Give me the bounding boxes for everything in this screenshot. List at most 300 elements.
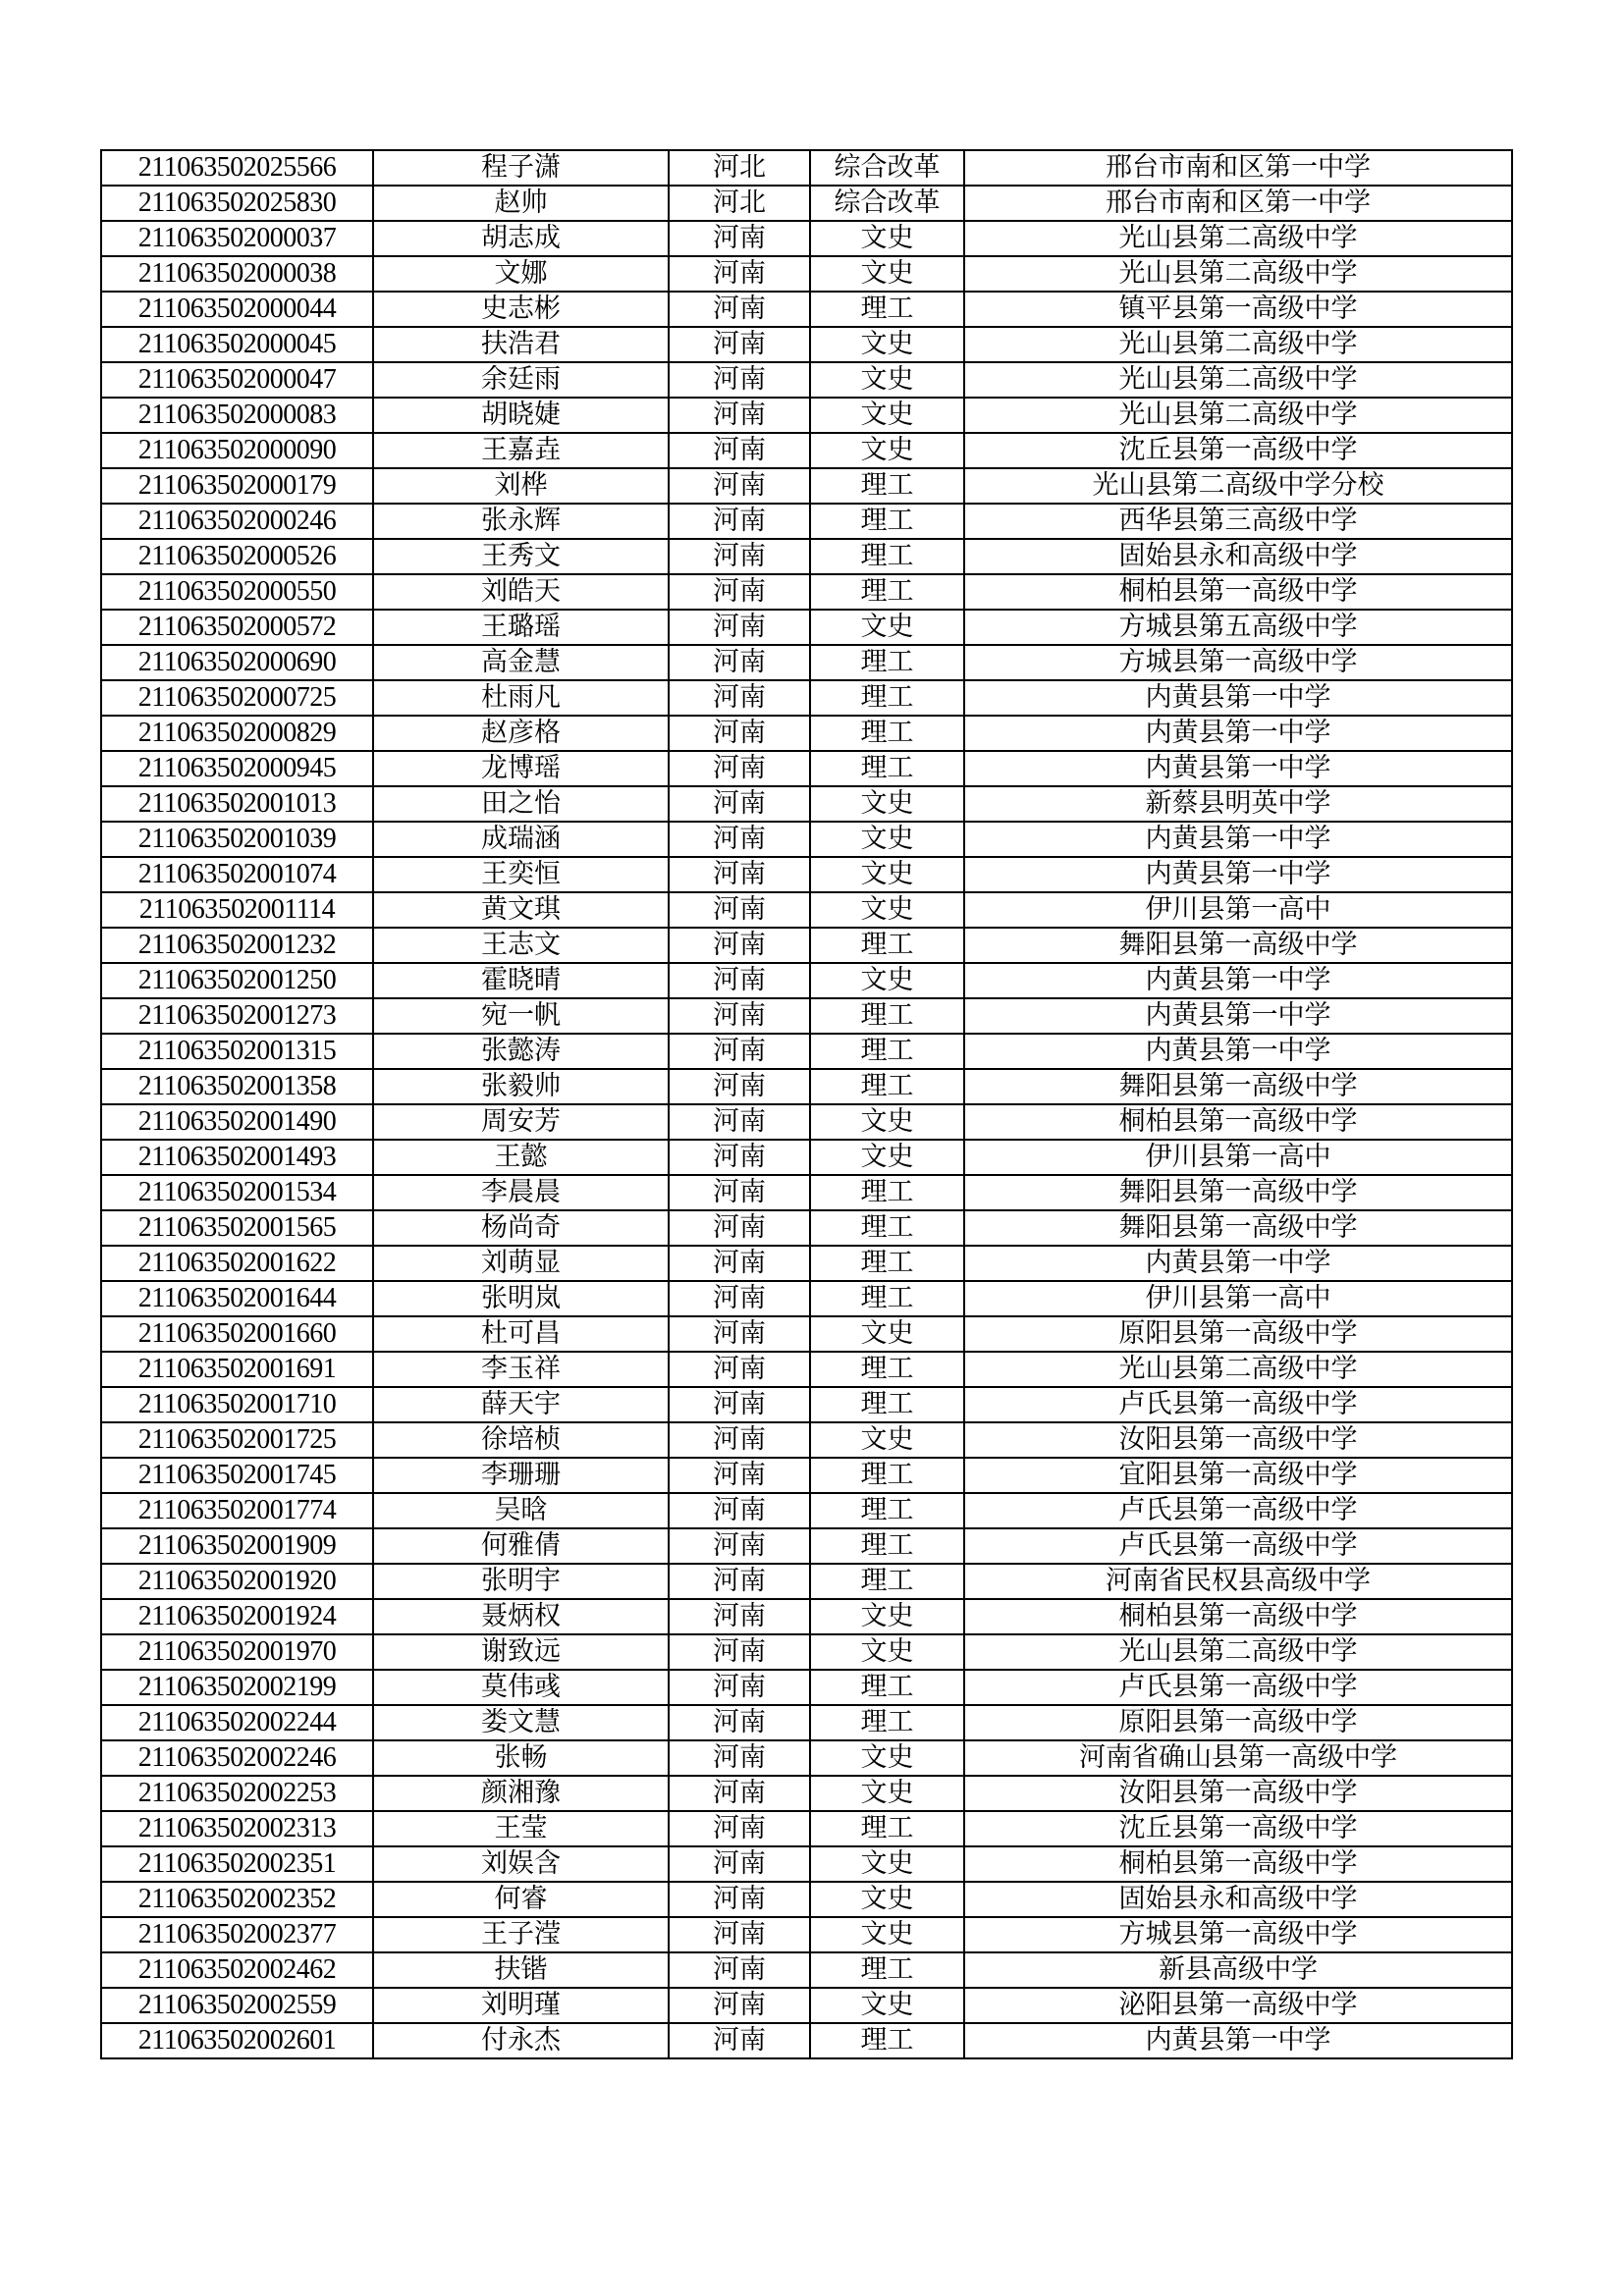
name-cell: 娄文慧 <box>373 1705 669 1740</box>
exam-id-cell: 211063502001745 <box>101 1458 373 1493</box>
subject-cell: 理工 <box>810 1670 964 1705</box>
table-row <box>101 1846 1512 1882</box>
table-row <box>101 1776 1512 1811</box>
exam-id-cell: 211063502000572 <box>101 610 373 645</box>
school-cell: 镇平县第一高级中学 <box>964 292 1512 327</box>
exam-id-cell: 211063502000725 <box>101 680 373 716</box>
province-cell: 河南 <box>669 221 810 256</box>
name-cell: 王嘉垚 <box>373 433 669 468</box>
province-cell: 河北 <box>669 150 810 186</box>
subject-cell: 理工 <box>810 1952 964 1988</box>
exam-id-cell: 211063502001725 <box>101 1422 373 1458</box>
table-row <box>101 1528 1512 1564</box>
table-row <box>101 1034 1512 1069</box>
name-cell: 王璐瑶 <box>373 610 669 645</box>
school-cell: 卢氏县第一高级中学 <box>964 1670 1512 1705</box>
subject-cell: 理工 <box>810 1528 964 1564</box>
name-cell: 张懿涛 <box>373 1034 669 1069</box>
province-cell: 河南 <box>669 2023 810 2058</box>
name-cell: 黄文琪 <box>373 892 669 928</box>
province-cell: 河南 <box>669 468 810 504</box>
name-cell: 王志文 <box>373 928 669 963</box>
exam-id-cell: 211063502000179 <box>101 468 373 504</box>
subject-cell: 文史 <box>810 256 964 292</box>
table-row <box>101 1952 1512 1988</box>
name-cell: 杜雨凡 <box>373 680 669 716</box>
exam-id-cell: 211063502000550 <box>101 574 373 610</box>
exam-id-cell: 211063502001534 <box>101 1175 373 1210</box>
school-cell: 西华县第三高级中学 <box>964 504 1512 539</box>
exam-id-cell: 211063502000045 <box>101 327 373 362</box>
province-cell: 河南 <box>669 1564 810 1599</box>
name-cell: 霍晓晴 <box>373 963 669 998</box>
subject-cell: 文史 <box>810 1104 964 1140</box>
exam-id-cell: 211063502001691 <box>101 1352 373 1387</box>
school-cell: 河南省确山县第一高级中学 <box>964 1740 1512 1776</box>
subject-cell: 文史 <box>810 327 964 362</box>
exam-id-cell: 211063502001920 <box>101 1564 373 1599</box>
name-cell: 胡晓婕 <box>373 398 669 433</box>
subject-cell: 文史 <box>810 1776 964 1811</box>
subject-cell: 理工 <box>810 998 964 1034</box>
name-cell: 徐培桢 <box>373 1422 669 1458</box>
exam-id-cell: 211063502002559 <box>101 1988 373 2023</box>
subject-cell: 文史 <box>810 1634 964 1670</box>
province-cell: 河南 <box>669 857 810 892</box>
name-cell: 王奕恒 <box>373 857 669 892</box>
subject-cell: 综合改革 <box>810 186 964 221</box>
name-cell: 张永辉 <box>373 504 669 539</box>
province-cell: 河南 <box>669 1034 810 1069</box>
table-row <box>101 327 1512 362</box>
province-cell: 河南 <box>669 1634 810 1670</box>
subject-cell: 文史 <box>810 822 964 857</box>
table-row <box>101 680 1512 716</box>
subject-cell: 理工 <box>810 1458 964 1493</box>
exam-id-cell: 211063502000083 <box>101 398 373 433</box>
exam-id-cell: 211063502000526 <box>101 539 373 574</box>
school-cell: 内黄县第一中学 <box>964 1034 1512 1069</box>
province-cell: 河南 <box>669 539 810 574</box>
table-row <box>101 786 1512 822</box>
school-cell: 宜阳县第一高级中学 <box>964 1458 1512 1493</box>
name-cell: 何睿 <box>373 1882 669 1917</box>
table-row <box>101 362 1512 398</box>
exam-id-cell: 211063502002377 <box>101 1917 373 1952</box>
name-cell: 余廷雨 <box>373 362 669 398</box>
province-cell: 河南 <box>669 1776 810 1811</box>
name-cell: 王子滢 <box>373 1917 669 1952</box>
province-cell: 河南 <box>669 1281 810 1316</box>
table-row <box>101 1740 1512 1776</box>
table-row <box>101 1458 1512 1493</box>
exam-id-cell: 211063502002462 <box>101 1952 373 1988</box>
name-cell: 文娜 <box>373 256 669 292</box>
province-cell: 河南 <box>669 998 810 1034</box>
exam-id-cell: 211063502025566 <box>101 150 373 186</box>
school-cell: 邢台市南和区第一中学 <box>964 150 1512 186</box>
province-cell: 河南 <box>669 963 810 998</box>
school-cell: 河南省民权县高级中学 <box>964 1564 1512 1599</box>
table-body <box>101 150 1512 2058</box>
name-cell: 刘桦 <box>373 468 669 504</box>
subject-cell: 理工 <box>810 2023 964 2058</box>
subject-cell: 文史 <box>810 1917 964 1952</box>
exam-id-cell: 211063502001970 <box>101 1634 373 1670</box>
exam-id-cell: 211063502001074 <box>101 857 373 892</box>
name-cell: 张明岚 <box>373 1281 669 1316</box>
school-cell: 原阳县第一高级中学 <box>964 1705 1512 1740</box>
exam-id-cell: 211063502002351 <box>101 1846 373 1882</box>
table-row <box>101 2023 1512 2058</box>
school-cell: 光山县第二高级中学 <box>964 327 1512 362</box>
school-cell: 光山县第二高级中学 <box>964 398 1512 433</box>
exam-id-cell: 211063502001114 <box>101 892 373 928</box>
province-cell: 河南 <box>669 1882 810 1917</box>
school-cell: 伊川县第一高中 <box>964 1140 1512 1175</box>
table-row <box>101 1988 1512 2023</box>
subject-cell: 理工 <box>810 1493 964 1528</box>
province-cell: 河南 <box>669 1246 810 1281</box>
exam-id-cell: 211063502025830 <box>101 186 373 221</box>
province-cell: 河南 <box>669 1422 810 1458</box>
subject-cell: 理工 <box>810 751 964 786</box>
school-cell: 卢氏县第一高级中学 <box>964 1528 1512 1564</box>
table-row <box>101 1140 1512 1175</box>
name-cell: 赵彦格 <box>373 716 669 751</box>
school-cell: 内黄县第一中学 <box>964 822 1512 857</box>
table-row <box>101 221 1512 256</box>
exam-id-cell: 211063502001660 <box>101 1316 373 1352</box>
table-row <box>101 645 1512 680</box>
subject-cell: 综合改革 <box>810 150 964 186</box>
province-cell: 河南 <box>669 1917 810 1952</box>
exam-id-cell: 211063502000044 <box>101 292 373 327</box>
province-cell: 河南 <box>669 292 810 327</box>
subject-cell: 理工 <box>810 928 964 963</box>
name-cell: 谢致远 <box>373 1634 669 1670</box>
province-cell: 河南 <box>669 1069 810 1104</box>
province-cell: 河南 <box>669 362 810 398</box>
school-cell: 卢氏县第一高级中学 <box>964 1387 1512 1422</box>
exam-id-cell: 211063502001250 <box>101 963 373 998</box>
table-row <box>101 1882 1512 1917</box>
table-row <box>101 892 1512 928</box>
exam-id-cell: 211063502000246 <box>101 504 373 539</box>
province-cell: 河南 <box>669 645 810 680</box>
province-cell: 河南 <box>669 1493 810 1528</box>
name-cell: 李珊珊 <box>373 1458 669 1493</box>
table-row <box>101 468 1512 504</box>
province-cell: 河南 <box>669 892 810 928</box>
subject-cell: 文史 <box>810 1846 964 1882</box>
exam-id-cell: 211063502001644 <box>101 1281 373 1316</box>
name-cell: 王懿 <box>373 1140 669 1175</box>
province-cell: 河南 <box>669 1528 810 1564</box>
subject-cell: 文史 <box>810 786 964 822</box>
school-cell: 桐柏县第一高级中学 <box>964 574 1512 610</box>
school-cell: 方城县第五高级中学 <box>964 610 1512 645</box>
table-row <box>101 857 1512 892</box>
exam-id-cell: 211063502000829 <box>101 716 373 751</box>
school-cell: 沈丘县第一高级中学 <box>964 433 1512 468</box>
subject-cell: 文史 <box>810 1988 964 2023</box>
school-cell: 泌阳县第一高级中学 <box>964 1988 1512 2023</box>
school-cell: 光山县第二高级中学分校 <box>964 468 1512 504</box>
table-row <box>101 256 1512 292</box>
subject-cell: 文史 <box>810 1140 964 1175</box>
table-row <box>101 1246 1512 1281</box>
subject-cell: 理工 <box>810 1387 964 1422</box>
table-row <box>101 1210 1512 1246</box>
table-row <box>101 1352 1512 1387</box>
school-cell: 伊川县第一高中 <box>964 892 1512 928</box>
subject-cell: 理工 <box>810 1034 964 1069</box>
table-row <box>101 150 1512 186</box>
table-row <box>101 1917 1512 1952</box>
school-cell: 光山县第二高级中学 <box>964 256 1512 292</box>
table-row <box>101 292 1512 327</box>
table-row <box>101 433 1512 468</box>
province-cell: 河南 <box>669 822 810 857</box>
subject-cell: 文史 <box>810 1882 964 1917</box>
table-row <box>101 822 1512 857</box>
school-cell: 卢氏县第一高级中学 <box>964 1493 1512 1528</box>
school-cell: 内黄县第一中学 <box>964 2023 1512 2058</box>
school-cell: 固始县永和高级中学 <box>964 1882 1512 1917</box>
exam-id-cell: 211063502001039 <box>101 822 373 857</box>
exam-id-cell: 211063502001490 <box>101 1104 373 1140</box>
name-cell: 何雅倩 <box>373 1528 669 1564</box>
school-cell: 伊川县第一高中 <box>964 1281 1512 1316</box>
province-cell: 河北 <box>669 186 810 221</box>
province-cell: 河南 <box>669 1599 810 1634</box>
province-cell: 河南 <box>669 928 810 963</box>
school-cell: 内黄县第一中学 <box>964 998 1512 1034</box>
table-row <box>101 751 1512 786</box>
name-cell: 田之怡 <box>373 786 669 822</box>
name-cell: 聂炳权 <box>373 1599 669 1634</box>
name-cell: 张畅 <box>373 1740 669 1776</box>
province-cell: 河南 <box>669 1670 810 1705</box>
province-cell: 河南 <box>669 1140 810 1175</box>
table-row <box>101 539 1512 574</box>
exam-id-cell: 211063502002246 <box>101 1740 373 1776</box>
school-cell: 汝阳县第一高级中学 <box>964 1776 1512 1811</box>
school-cell: 光山县第二高级中学 <box>964 362 1512 398</box>
name-cell: 刘萌显 <box>373 1246 669 1281</box>
exam-id-cell: 211063502001565 <box>101 1210 373 1246</box>
name-cell: 刘皓天 <box>373 574 669 610</box>
exam-id-cell: 211063502000037 <box>101 221 373 256</box>
exam-id-cell: 211063502001774 <box>101 1493 373 1528</box>
subject-cell: 理工 <box>810 504 964 539</box>
student-list-table <box>100 149 1513 2059</box>
school-cell: 原阳县第一高级中学 <box>964 1316 1512 1352</box>
exam-id-cell: 211063502000690 <box>101 645 373 680</box>
name-cell: 史志彬 <box>373 292 669 327</box>
exam-id-cell: 211063502001232 <box>101 928 373 963</box>
exam-id-cell: 211063502002244 <box>101 1705 373 1740</box>
subject-cell: 文史 <box>810 610 964 645</box>
school-cell: 新蔡县明英中学 <box>964 786 1512 822</box>
subject-cell: 理工 <box>810 1246 964 1281</box>
subject-cell: 理工 <box>810 1811 964 1846</box>
table-row <box>101 1069 1512 1104</box>
table-row <box>101 504 1512 539</box>
name-cell: 高金慧 <box>373 645 669 680</box>
name-cell: 杜可昌 <box>373 1316 669 1352</box>
exam-id-cell: 211063502002601 <box>101 2023 373 2058</box>
name-cell: 王莹 <box>373 1811 669 1846</box>
table-row <box>101 1175 1512 1210</box>
name-cell: 杨尚奇 <box>373 1210 669 1246</box>
name-cell: 成瑞涵 <box>373 822 669 857</box>
school-cell: 内黄县第一中学 <box>964 1246 1512 1281</box>
province-cell: 河南 <box>669 1352 810 1387</box>
school-cell: 舞阳县第一高级中学 <box>964 928 1512 963</box>
school-cell: 沈丘县第一高级中学 <box>964 1811 1512 1846</box>
exam-id-cell: 211063502001622 <box>101 1246 373 1281</box>
school-cell: 桐柏县第一高级中学 <box>964 1104 1512 1140</box>
table-row <box>101 1104 1512 1140</box>
name-cell: 王秀文 <box>373 539 669 574</box>
table-row <box>101 1316 1512 1352</box>
table-row <box>101 1599 1512 1634</box>
subject-cell: 文史 <box>810 221 964 256</box>
subject-cell: 文史 <box>810 963 964 998</box>
subject-cell: 理工 <box>810 1564 964 1599</box>
province-cell: 河南 <box>669 1988 810 2023</box>
school-cell: 光山县第二高级中学 <box>964 1352 1512 1387</box>
table-row <box>101 1811 1512 1846</box>
exam-id-cell: 211063502001273 <box>101 998 373 1034</box>
table-row <box>101 1422 1512 1458</box>
exam-id-cell: 211063502001013 <box>101 786 373 822</box>
school-cell: 方城县第一高级中学 <box>964 645 1512 680</box>
province-cell: 河南 <box>669 398 810 433</box>
table-row <box>101 998 1512 1034</box>
school-cell: 新县高级中学 <box>964 1952 1512 1988</box>
name-cell: 颜湘豫 <box>373 1776 669 1811</box>
exam-id-cell: 211063502001924 <box>101 1599 373 1634</box>
province-cell: 河南 <box>669 504 810 539</box>
name-cell: 扶浩君 <box>373 327 669 362</box>
table-row <box>101 610 1512 645</box>
school-cell: 内黄县第一中学 <box>964 680 1512 716</box>
school-cell: 方城县第一高级中学 <box>964 1917 1512 1952</box>
name-cell: 扶锴 <box>373 1952 669 1988</box>
province-cell: 河南 <box>669 1316 810 1352</box>
school-cell: 固始县永和高级中学 <box>964 539 1512 574</box>
subject-cell: 文史 <box>810 1740 964 1776</box>
school-cell: 桐柏县第一高级中学 <box>964 1846 1512 1882</box>
name-cell: 张明宇 <box>373 1564 669 1599</box>
province-cell: 河南 <box>669 1705 810 1740</box>
table-row <box>101 398 1512 433</box>
province-cell: 河南 <box>669 433 810 468</box>
subject-cell: 理工 <box>810 1705 964 1740</box>
school-cell: 舞阳县第一高级中学 <box>964 1210 1512 1246</box>
name-cell: 张毅帅 <box>373 1069 669 1104</box>
name-cell: 莫伟彧 <box>373 1670 669 1705</box>
name-cell: 赵帅 <box>373 186 669 221</box>
province-cell: 河南 <box>669 1846 810 1882</box>
school-cell: 内黄县第一中学 <box>964 963 1512 998</box>
school-cell: 桐柏县第一高级中学 <box>964 1599 1512 1634</box>
exam-id-cell: 211063502001315 <box>101 1034 373 1069</box>
name-cell: 李晨晨 <box>373 1175 669 1210</box>
exam-id-cell: 211063502001909 <box>101 1528 373 1564</box>
province-cell: 河南 <box>669 1952 810 1988</box>
exam-id-cell: 211063502002313 <box>101 1811 373 1846</box>
school-cell: 光山县第二高级中学 <box>964 1634 1512 1670</box>
table-row <box>101 928 1512 963</box>
subject-cell: 文史 <box>810 362 964 398</box>
province-cell: 河南 <box>669 1104 810 1140</box>
school-cell: 邢台市南和区第一中学 <box>964 186 1512 221</box>
province-cell: 河南 <box>669 256 810 292</box>
exam-id-cell: 211063502001710 <box>101 1387 373 1422</box>
province-cell: 河南 <box>669 786 810 822</box>
exam-id-cell: 211063502002199 <box>101 1670 373 1705</box>
exam-id-cell: 211063502000047 <box>101 362 373 398</box>
table-row <box>101 1564 1512 1599</box>
exam-id-cell: 211063502002352 <box>101 1882 373 1917</box>
subject-cell: 理工 <box>810 1352 964 1387</box>
exam-id-cell: 211063502002253 <box>101 1776 373 1811</box>
table-row <box>101 963 1512 998</box>
province-cell: 河南 <box>669 1175 810 1210</box>
table-row <box>101 1670 1512 1705</box>
school-cell: 内黄县第一中学 <box>964 716 1512 751</box>
province-cell: 河南 <box>669 327 810 362</box>
province-cell: 河南 <box>669 1458 810 1493</box>
province-cell: 河南 <box>669 680 810 716</box>
subject-cell: 文史 <box>810 1316 964 1352</box>
province-cell: 河南 <box>669 1210 810 1246</box>
name-cell: 付永杰 <box>373 2023 669 2058</box>
subject-cell: 理工 <box>810 1069 964 1104</box>
subject-cell: 理工 <box>810 1281 964 1316</box>
subject-cell: 理工 <box>810 716 964 751</box>
subject-cell: 理工 <box>810 574 964 610</box>
name-cell: 程子潇 <box>373 150 669 186</box>
subject-cell: 理工 <box>810 292 964 327</box>
school-cell: 光山县第二高级中学 <box>964 221 1512 256</box>
subject-cell: 文史 <box>810 892 964 928</box>
name-cell: 龙博瑶 <box>373 751 669 786</box>
name-cell: 周安芳 <box>373 1104 669 1140</box>
name-cell: 刘娱含 <box>373 1846 669 1882</box>
name-cell: 宛一帆 <box>373 998 669 1034</box>
exam-id-cell: 211063502000945 <box>101 751 373 786</box>
subject-cell: 文史 <box>810 398 964 433</box>
school-cell: 舞阳县第一高级中学 <box>964 1069 1512 1104</box>
subject-cell: 文史 <box>810 857 964 892</box>
name-cell: 吴晗 <box>373 1493 669 1528</box>
name-cell: 刘明瑾 <box>373 1988 669 2023</box>
table-row <box>101 1281 1512 1316</box>
subject-cell: 理工 <box>810 645 964 680</box>
province-cell: 河南 <box>669 574 810 610</box>
subject-cell: 理工 <box>810 1175 964 1210</box>
table-row <box>101 716 1512 751</box>
name-cell: 李玉祥 <box>373 1352 669 1387</box>
province-cell: 河南 <box>669 610 810 645</box>
subject-cell: 文史 <box>810 1599 964 1634</box>
table-row <box>101 1705 1512 1740</box>
